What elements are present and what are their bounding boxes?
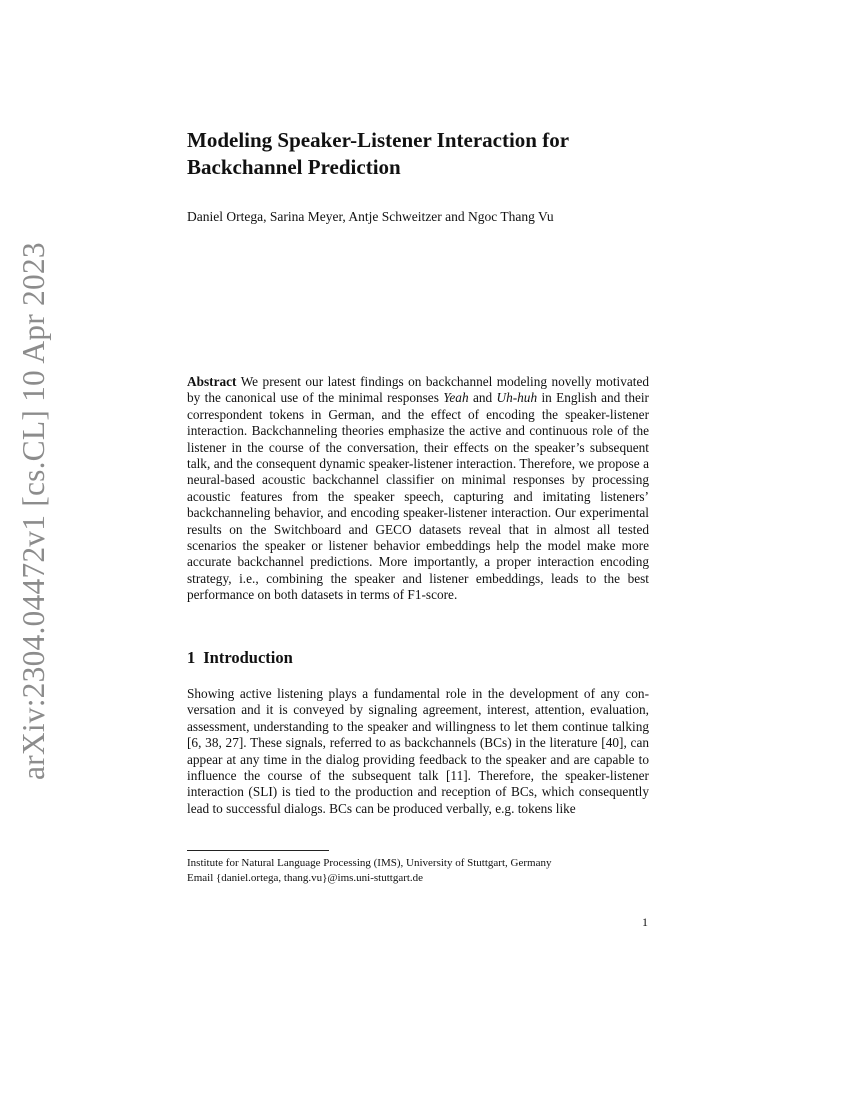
abstract-label: Abstract bbox=[187, 374, 237, 389]
abstract-term-yeah: Yeah bbox=[443, 390, 469, 406]
section-number: 1 bbox=[187, 648, 196, 667]
footnote-divider bbox=[187, 850, 329, 851]
footnote-email: Email {daniel.ortega, thang.vu}@ims.uni-stuttgart.de bbox=[187, 871, 424, 884]
paper-title: Modeling Speaker-Listener Interaction for Backchannel Prediction bbox=[187, 128, 569, 179]
section-title: Introduction bbox=[203, 648, 293, 667]
footnote-block bbox=[187, 856, 657, 885]
abstract-text-part2: and bbox=[468, 390, 497, 406]
page-number: 1 bbox=[642, 915, 648, 929]
arxiv-identifier-stamp: arXiv:2304.04472v1 [cs.CL] 10 Apr 2023 bbox=[16, 242, 51, 780]
abstract-text-part3: in English and their correspondent tokens in German, and the effect of encoding the speaker-listener interaction. Backchanneling theories emphasize the active and continuous role of the listener in the course of the conversation, their effects on the speaker’s subsequent talk, and the consequent dynamic speaker-listener interaction. Therefore, we propose a neural-based acoustic backchannel classifier on minimal responses by processing acoustic features from the speaker speech, capturing and imitating listeners’ backchanneling behavior, and encoding speaker-listener interaction. Our experimental results on the Switchboard and GECO datasets reveal that in almost all tested scenarios the speaker or listener behavior embeddings help the model make more accurate backchannel predictions. More importantly, a proper interaction encoding strategy, i.e., combining the speaker and listener embeddings, leads to the best performance on both datasets in terms of F1-score. bbox=[187, 390, 649, 603]
footnote-affiliation: Institute for Natural Language Processing (IMS), University of Stuttgart, Germany bbox=[187, 857, 552, 869]
section-heading-introduction bbox=[187, 648, 649, 668]
abstract bbox=[187, 374, 649, 604]
abstract-term-uh-huh: Uh-huh bbox=[496, 390, 538, 406]
abstract-text-part1: We present our latest findings on backchannel modeling novelly motivated by the canonical use of the minimal responses bbox=[187, 374, 649, 406]
author-list: Daniel Ortega, Sarina Meyer, Antje Schweitzer and Ngoc Thang Vu bbox=[187, 209, 554, 224]
introduction-paragraph: Showing active listening plays a fundamental role in the development of any conversation and it is conveyed by signaling agreement, interest, attention, evaluation, assessment, understanding to the speaker and willingness to let them continue talking [6, 38, 27]. These signals, referred to as backchannels (BCs) in the literature [40], can appear at any time in the dialog providing feedback to the speaker and are capable to influence the course of the subsequent talk [11]. Therefore, the speaker-listener interaction (SLI) is tied to the production and reception of BCs, which consequently lead to successful dialogs. BCs can be produced verbally, e.g. tokens like bbox=[187, 686, 649, 816]
